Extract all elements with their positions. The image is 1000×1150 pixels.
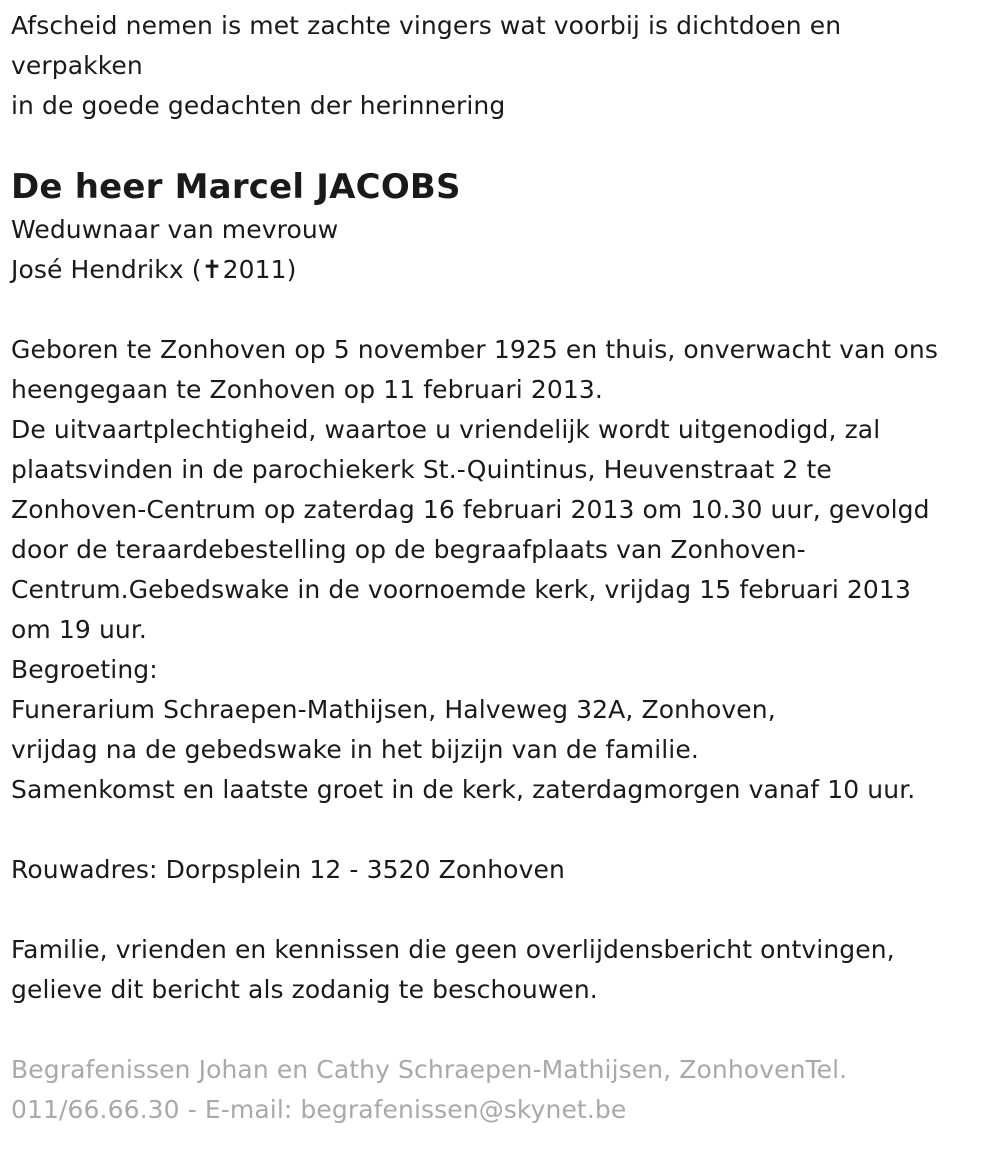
footer-line: Begrafenissen Johan en Cathy Schraepen-Mathijsen, ZonhovenTel. <box>11 1055 848 1084</box>
footer-line: 011/66.66.30 - E-mail: begrafenissen@skynet.be <box>11 1095 627 1124</box>
announcement-line: Geboren te Zonhoven op 5 november 1925 en thuis, onverwacht van ons <box>11 335 938 364</box>
spacer <box>11 1010 990 1050</box>
announcement-line: Funerarium Schraepen-Mathijsen, Halveweg 32A, Zonhoven, <box>11 695 776 724</box>
spouse-line: José Hendrikx (✝2011) <box>11 255 297 284</box>
announcement-line: door de teraardebestelling op de begraafplaats van Zonhoven- <box>11 535 806 564</box>
announcement-block <box>11 330 990 810</box>
announcement-line: plaatsvinden in de parochiekerk St.-Quintinus, Heuvenstraat 2 te <box>11 455 832 484</box>
announcement-line: vrijdag na de gebedswake in het bijzijn van de familie. <box>11 735 699 764</box>
spouse-block <box>11 210 990 290</box>
motto-line: in de goede gedachten der herinnering <box>11 91 506 120</box>
announcement-line: De uitvaartplechtigheid, waartoe u vriendelijk wordt uitgenodigd, zal <box>11 415 881 444</box>
motto-line: Afscheid nemen is met zachte vingers wat voorbij is dichtdoen en <box>11 11 842 40</box>
funeral-home-footer <box>11 1050 990 1130</box>
spacer <box>11 890 990 930</box>
mourning-address: Rouwadres: Dorpsplein 12 - 3520 Zonhoven <box>11 855 565 884</box>
motto-line: verpakken <box>11 51 143 80</box>
announcement-line: om 19 uur. <box>11 615 147 644</box>
announcement-line: Centrum.Gebedswake in de voornoemde kerk, vrijdag 15 februari 2013 <box>11 575 911 604</box>
notice-line: Familie, vrienden en kennissen die geen overlijdensbericht ontvingen, <box>11 935 895 964</box>
announcement-line: Zonhoven-Centrum op zaterdag 16 februari 2013 om 10.30 uur, gevolgd <box>11 495 930 524</box>
spouse-line: Weduwnaar van mevrouw <box>11 215 339 244</box>
deceased-name: De heer Marcel JACOBS <box>11 167 461 207</box>
notice-line: gelieve dit bericht als zodanig te beschouwen. <box>11 975 598 1004</box>
motto-block <box>11 6 990 126</box>
spacer <box>11 290 990 330</box>
announcement-line: heengegaan te Zonhoven op 11 februari 2013. <box>11 375 603 404</box>
spacer <box>11 810 990 850</box>
announcement-line: Samenkomst en laatste groet in de kerk, zaterdagmorgen vanaf 10 uur. <box>11 775 916 804</box>
announcement-line: Begroeting: <box>11 655 158 684</box>
notice-block <box>11 930 990 1010</box>
